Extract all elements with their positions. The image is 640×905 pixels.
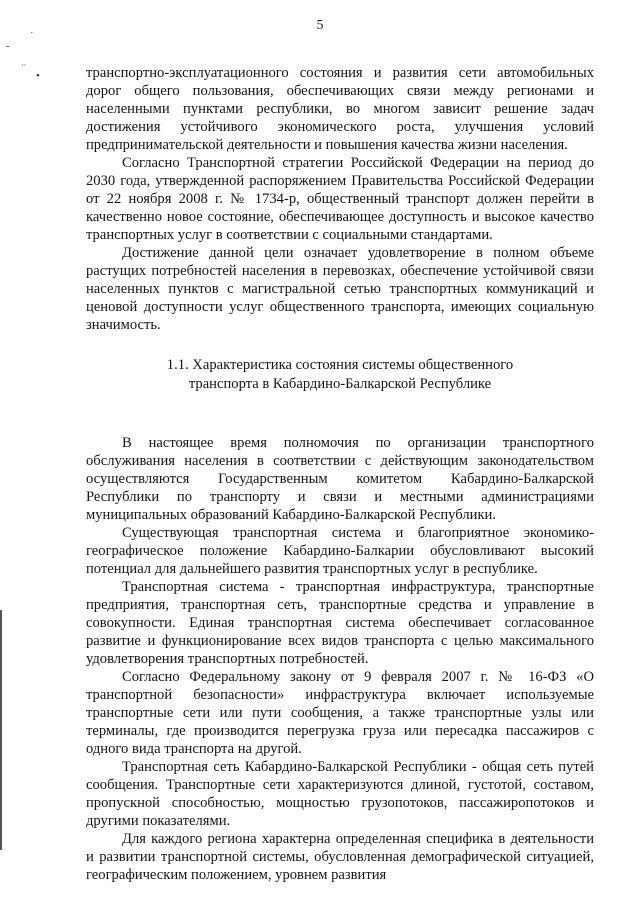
paragraph: Достижение данной цели означает удовлетворение в полном объеме растущих потребностей населения в перевозках, обеспечение устойчивой связи населенных пунктов с магистральной сетью транспортных коммуникаций и ценовой доступности услуг общественного транспорта, имеющих социальную значимость.: [86, 245, 594, 333]
margin-mark: ¨: [22, 62, 26, 74]
section-heading: [86, 356, 594, 394]
paragraph: Согласно Транспортной стратегии Российской Федерации на период до 2030 года, утвержденной распоряжением Правительства Российской Федерации от 22 ноября 2008 г. № 1734-р, общественный транспорт должен перейти в качественно новое состояние, обеспечивающее доступность и высокое качество транспортных услуг в соответствии с социальными стандартами.: [86, 155, 594, 243]
paragraph: Согласно Федеральному закону от 9 февраля 2007 г. № 16-ФЗ «О транспортной безопасности» инфраструктура включает используемые транспортные сети или пути сообщения, а также транспортные узлы или терминалы, где производится перегрузка груза или пересадка пассажиров с одного вида транспорта на другой.: [86, 669, 594, 757]
section-heading-line: транспорта в Кабардино-Балкарской Республике: [188, 376, 492, 392]
paragraph: транспортно-эксплуатационного состояния и развития сети автомобильных дорог общего пользования, обеспечивающих связи между регионами и населенными пунктами республики, во многом зависит решение задач достижения устойчивого экономического роста, улучшения условий предпринимательской деятельности и повышения качества жизни населения.: [86, 65, 594, 153]
paragraph: Существующая транспортная система и благоприятное экономико-географическое положение Кабардино-Балкарии обусловливают высокий потенциал для дальнейшего развития транспортных услуг в республике.: [86, 525, 594, 577]
margin-mark: -: [6, 40, 10, 52]
margin-mark: ˙: [30, 30, 34, 42]
section-heading-line: 1.1. Характеристика состояния системы общественного: [166, 357, 514, 373]
paragraph: Для каждого региона характерна определенная специфика в деятельности и развитии транспортной системы, обусловленная демографической ситуацией, географическим положением, уровнем развития: [86, 831, 594, 883]
paragraph: Транспортная сеть Кабардино-Балкарской Республики - общая сеть путей сообщения. Транспортные сети характеризуются длиной, густотой, составом, пропускной способностью, мощностью грузопотоков, пассажиропотоков и другими показателями.: [86, 759, 594, 829]
margin-mark: •: [36, 70, 40, 82]
paragraph: В настоящее время полномочия по организации транспортного обслуживания населения в соответствии с действующим законодательством осуществляются Государственным комитетом Кабардино-Балкарской Республики по транспорту и связи и местными администрациями муниципальных образований Кабардино-Балкарской Республики.: [86, 435, 594, 523]
paragraph: Транспортная система - транспортная инфраструктура, транспортные предприятия, транспортная сеть, транспортные средства и управление в совокупности. Единая транспортная система обеспечивает согласованное развитие и функционирование всех видов транспорта с целью максимального удовлетворения транспортных потребностей.: [86, 579, 594, 667]
page-number: 5: [316, 18, 324, 33]
document-body: [86, 64, 594, 884]
scan-edge: [0, 610, 2, 850]
